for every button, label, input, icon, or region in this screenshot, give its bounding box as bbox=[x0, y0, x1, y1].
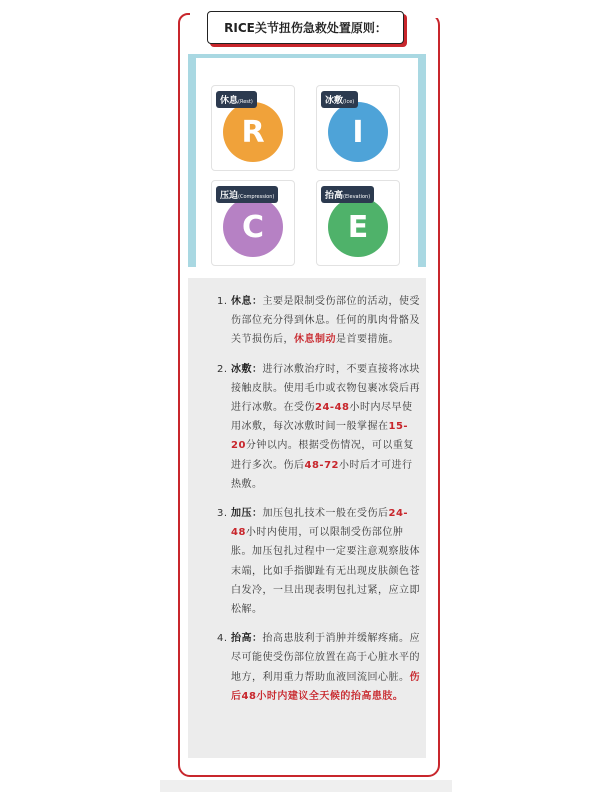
rice-list bbox=[217, 292, 422, 716]
compression-letter: C bbox=[241, 209, 265, 245]
bottom-strip bbox=[160, 780, 452, 792]
ice-tag: 冰敷(Ice) bbox=[321, 91, 358, 108]
rice-illustration bbox=[188, 54, 426, 267]
card-ice bbox=[316, 85, 400, 171]
list-item-rest: 1. 休息：主要是限制受伤部位的活动，使受伤部位充分得到休息。任何的肌肉骨骼及关节损伤后，休息制动是首要措施。 bbox=[217, 296, 420, 346]
card-rest bbox=[211, 85, 295, 171]
list-item-elevation: 4. 抬高：抬高患肢利于消肿并缓解疼痛。应尽可能使受伤部位放置在高于心脏水平的地方，利用重力帮助血液回流回心脏。伤后48小时内建议全天候的抬高患肢。 bbox=[217, 633, 420, 702]
ice-circle bbox=[328, 102, 388, 162]
card-compression bbox=[211, 180, 295, 266]
elevation-letter: E bbox=[347, 209, 369, 245]
card-elevation bbox=[316, 180, 400, 266]
ice-letter: I bbox=[352, 114, 364, 150]
list-item-compression: 3. 加压：加压包扎技术一般在受伤后24-48小时内使用，可以限制受伤部位肿胀。加压包扎过程中一定要注意观察肢体末端，比如手指脚趾有无出现皮肤颜色苍白发冷，一旦出现表明包扎过紧，应立即松解。 bbox=[217, 508, 420, 616]
rest-letter: R bbox=[241, 114, 265, 150]
rest-tag: 休息(Rest) bbox=[216, 91, 257, 108]
compression-tag: 压迫(Compression) bbox=[216, 186, 278, 203]
compression-circle bbox=[223, 197, 283, 257]
list-item-ice: 2. 冰敷：进行冰敷治疗时，不要直接将冰块接触皮肤。使用毛巾或衣物包裹冰袋后再进行冰敷。在受伤24-48小时内尽早使用冰敷，每次冰敷时间一般掌握在15-20分钟以内。根据受伤情况，可以重复进行多次。伤后48-72小时后才可进行热敷。 bbox=[217, 363, 420, 490]
elevation-circle bbox=[328, 197, 388, 257]
page-title: RICE关节扭伤急救处置原则： bbox=[207, 11, 404, 44]
elevation-tag: 抬高(Elevation) bbox=[321, 186, 374, 203]
rest-circle bbox=[223, 102, 283, 162]
